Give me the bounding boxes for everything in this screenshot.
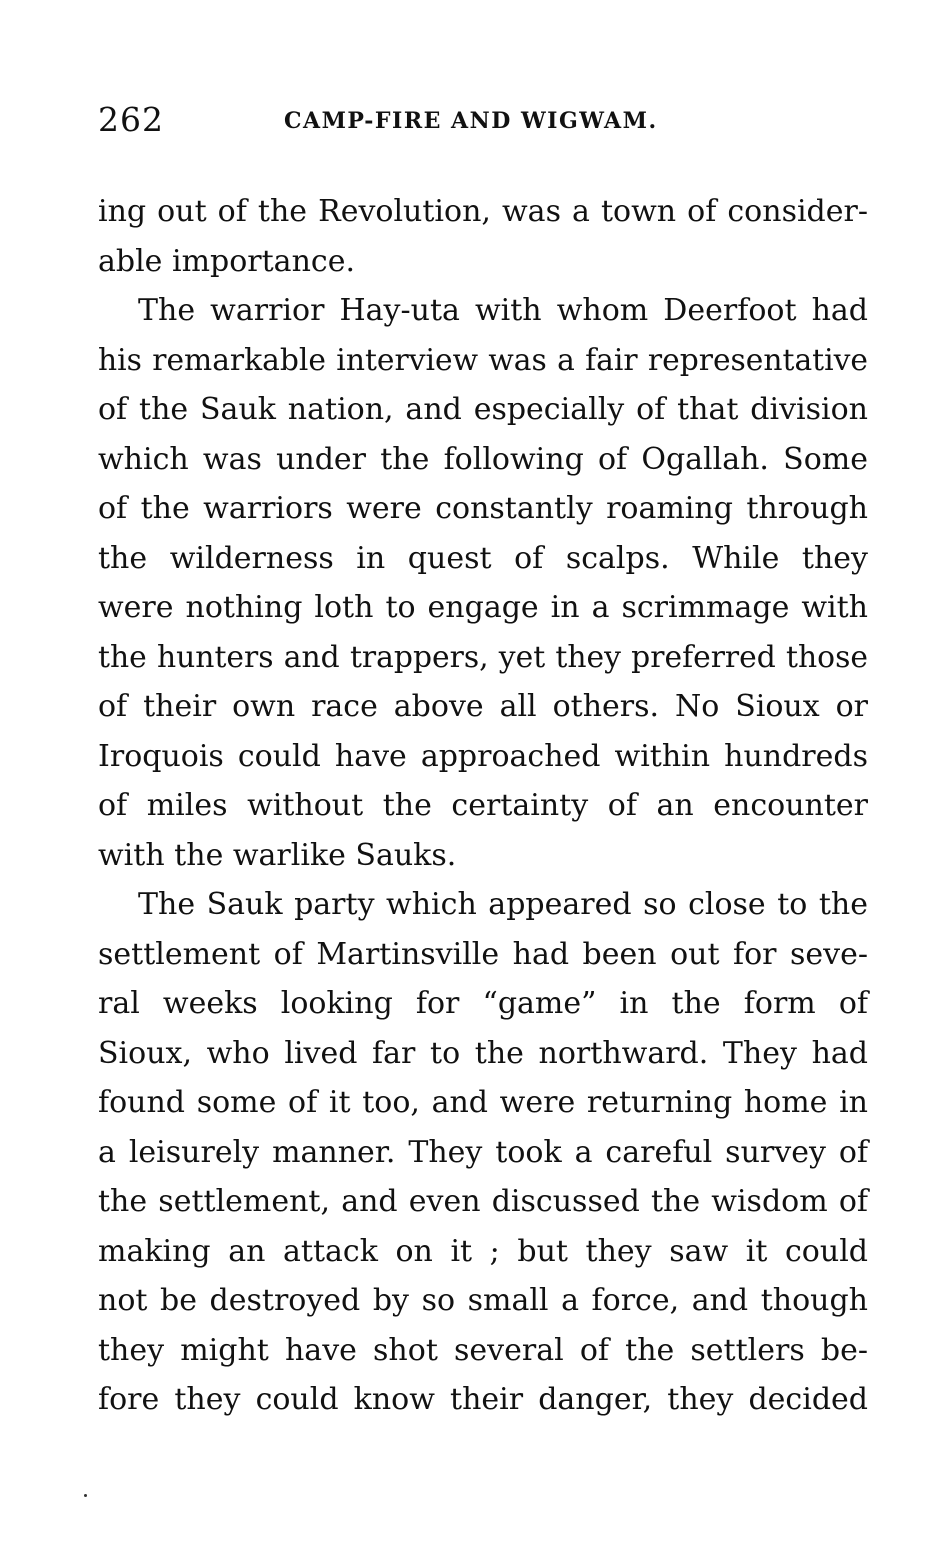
text-line: of the Sauk nation, and especially of that division [98, 392, 868, 427]
running-head [98, 100, 868, 140]
text-line: making an attack on it ; but they saw it could [98, 1233, 868, 1269]
ink-speck [84, 1494, 87, 1497]
text-line: not be destroyed by so small a force, and though [98, 1283, 868, 1318]
text-line: the hunters and trappers, yet they preferred those [98, 639, 868, 675]
text-line: Iroquois could have approached within hundreds [98, 738, 868, 774]
text-line: fore they could know their danger, they decided [98, 1382, 868, 1417]
text-line: were nothing loth to engage in a scrimmage with [98, 590, 868, 625]
text-line: the wilderness in quest of scalps. While they [98, 540, 868, 576]
text-line: Sioux, who lived far to the northward. They had [98, 1035, 868, 1071]
text-line: which was under the following of Ogallah. Some [98, 441, 868, 477]
text-line: found some of it too, and were returning home in [98, 1085, 868, 1120]
text-line: of miles without the certainty of an encounter [98, 788, 868, 823]
text-line: settlement of Martinsville had been out for seve- [98, 936, 868, 972]
text-line: a leisurely manner. They took a careful survey of [98, 1134, 868, 1170]
text-line: able importance. [98, 243, 355, 279]
text-line: of the warriors were constantly roaming through [98, 491, 868, 526]
text-line: of their own race above all others. No Sioux or [98, 689, 868, 724]
text-line: with the warlike Sauks. [98, 837, 457, 873]
text-line: ral weeks looking for “game” in the form of [98, 986, 868, 1021]
text-line: the settlement, and even discussed the wisdom of [98, 1184, 868, 1219]
text-line: The warrior Hay-uta with whom Deerfoot had [138, 293, 868, 328]
body-text [98, 187, 868, 1425]
text-line: The Sauk party which appeared so close to the [138, 887, 868, 922]
text-line: ing out of the Revolution, was a town of consider- [98, 194, 868, 229]
page-number: 262 [98, 100, 164, 139]
text-line: his remarkable interview was a fair representative [98, 342, 868, 378]
running-title: CAMP-FIRE AND WIGWAM. [284, 108, 658, 134]
text-line: they might have shot several of the settlers be- [98, 1332, 868, 1368]
